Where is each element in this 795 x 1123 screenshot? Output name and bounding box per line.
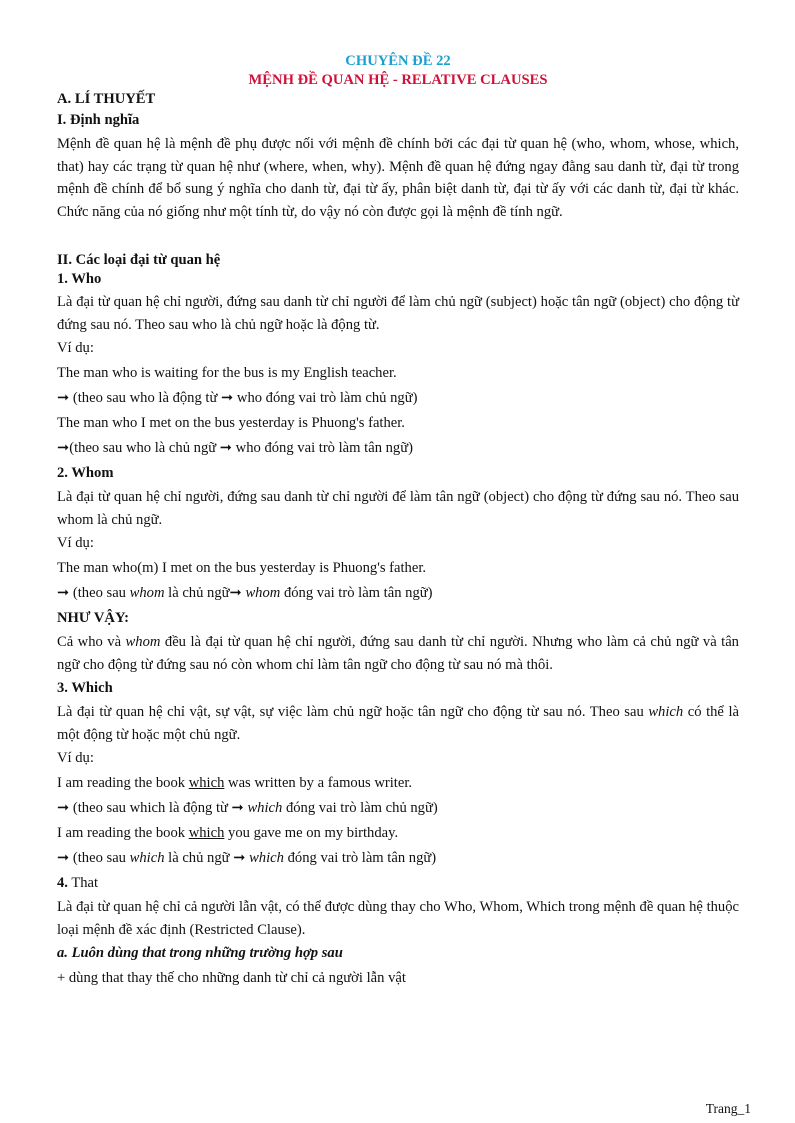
definition-heading: I. Định nghĩa <box>57 112 140 128</box>
summary-text: Cả who và whom đều là đại từ quan hệ chỉ người, đứng sau danh từ chỉ người. Nhưng who làm cả chủ ngữ và tân ngữ cho động từ đứng sau nó còn whom chỉ làm tân ngữ cho động từ sau nó mà thôi. <box>57 634 739 673</box>
document-page <box>57 52 739 991</box>
page-number: Trang_1 <box>705 1101 751 1116</box>
who-example-label: Ví dụ: <box>57 340 94 356</box>
definition-text: Mệnh đề quan hệ là mệnh đề phụ được nối với mệnh đề chính bởi các đại từ quan hệ (who, whom, whose, which, that) hay các trạng từ quan hệ như (where, when, why). Mệnh đề quan hệ đứng ngay đằng sau danh từ, đại từ trong mệnh đề chính để bổ sung ý nghĩa cho danh từ, đại từ ấy, phân biệt danh từ, đại từ ấy với các danh từ, đại từ khác. Chức năng của nó giống như một tính từ, do vậy nó còn được gọi là mệnh đề tính ngữ. <box>57 136 739 220</box>
which-example-1: I am reading the book which was written by a famous writer. <box>57 775 413 791</box>
who-description: Là đại từ quan hệ chỉ người, đứng sau danh từ chỉ người để làm chủ ngữ (subject) hoặc tân ngữ (object) cho động từ đứng sau nó. Theo sau who là chủ ngữ hoặc là động từ. <box>57 294 739 333</box>
whom-description: Là đại từ quan hệ chỉ người, đứng sau danh từ chỉ người để làm tân ngữ (object) cho động từ đứng sau nó. Theo sau whom là chủ ngữ. <box>57 489 739 528</box>
which-example-label: Ví dụ: <box>57 750 94 766</box>
who-heading: 1. Who <box>57 271 102 287</box>
which-note-1: ➞ (theo sau which là động từ ➞ which đóng vai trò làm chủ ngữ) <box>57 800 438 816</box>
whom-note: ➞ (theo sau whom là chủ ngữ➞ whom đóng vai trò làm tân ngữ) <box>57 585 433 601</box>
types-heading: II. Các loại đại từ quan hệ <box>57 252 221 268</box>
that-description: Là đại từ quan hệ chỉ cả người lẫn vật, có thể được dùng thay cho Who, Whom, Which trong mệnh đề quan hệ thuộc loại mệnh đề xác định (Restricted Clause). <box>57 899 739 938</box>
who-note-1: ➞ (theo sau who là động từ ➞ who đóng vai trò làm chủ ngữ) <box>57 390 418 406</box>
whom-example-label: Ví dụ: <box>57 535 94 551</box>
section-a-heading: A. LÍ THUYẾT <box>57 91 156 107</box>
that-heading: 4. That <box>57 875 99 891</box>
which-note-2: ➞ (theo sau which là chủ ngữ ➞ which đóng vai trò làm tân ngữ) <box>57 850 437 866</box>
that-subheading: a. Luôn dùng that trong những trường hợp sau <box>57 945 343 961</box>
summary-heading: NHƯ VẬY: <box>57 610 130 626</box>
which-example-2: I am reading the book which you gave me on my birthday. <box>57 825 399 841</box>
which-heading: 3. Which <box>57 680 113 696</box>
that-bullet-1: + dùng that thay thế cho những danh từ chỉ cả người lẫn vật <box>57 970 406 986</box>
topic-title: CHUYÊN ĐỀ 22 <box>345 53 451 69</box>
whom-heading: 2. Whom <box>57 465 114 481</box>
who-example-2: The man who I met on the bus yesterday is Phuong's father. <box>57 415 405 431</box>
document-title: MỆNH ĐỀ QUAN HỆ - RELATIVE CLAUSES <box>248 72 548 88</box>
which-description: Là đại từ quan hệ chỉ vật, sự vật, sự việc làm chủ ngữ hoặc tân ngữ cho động từ sau nó. Theo sau which có thể là một động từ hoặc một chủ ngữ. <box>57 704 739 743</box>
who-note-2: ➞(theo sau who là chủ ngữ ➞ who đóng vai trò làm tân ngữ) <box>57 440 414 456</box>
who-example-1: The man who is waiting for the bus is my English teacher. <box>57 365 397 381</box>
whom-example-1: The man who(m) I met on the bus yesterday is Phuong's father. <box>57 560 427 576</box>
